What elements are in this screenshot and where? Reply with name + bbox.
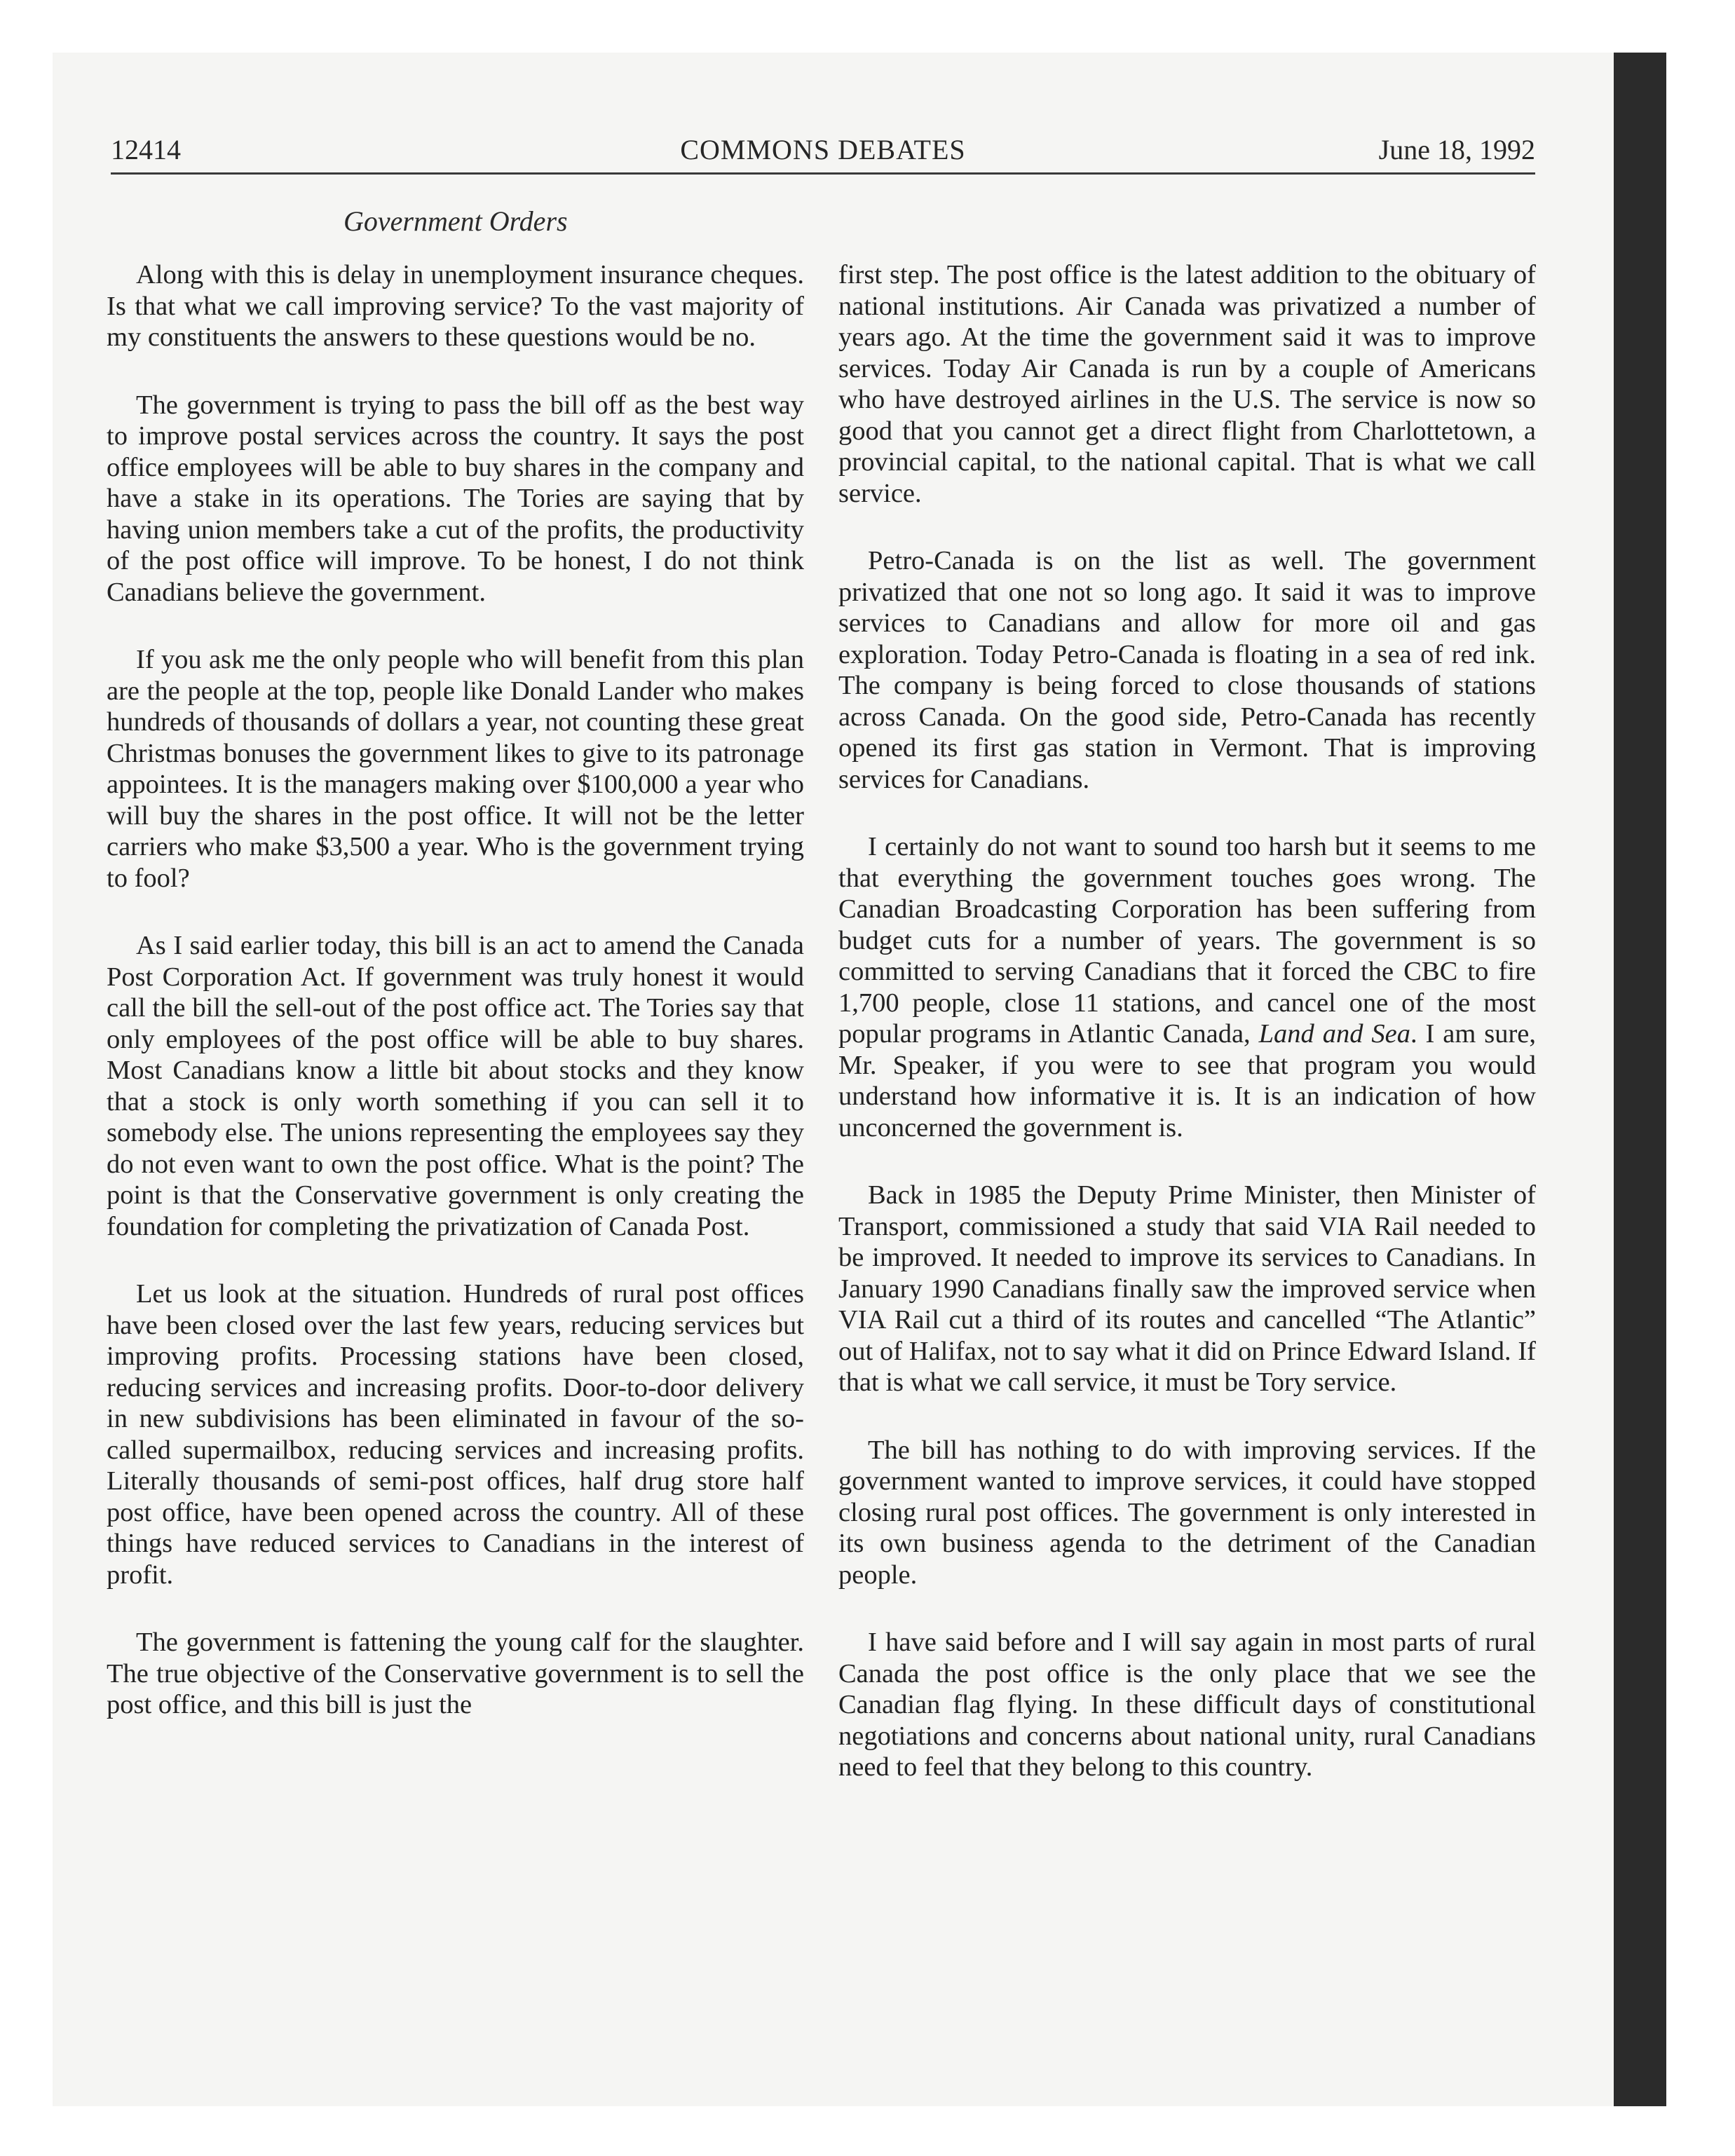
program-title: Land and Sea <box>1258 1019 1410 1049</box>
page-number: 12414 <box>111 134 181 165</box>
left-column <box>107 259 804 1757</box>
section-heading: Government Orders <box>343 205 568 237</box>
running-title: COMMONS DEBATES <box>680 134 966 165</box>
paragraph: The bill has nothing to do with improving services. If the government wanted to improve services, it could have stopped closing rural post offices. The government is only interested in its own business agenda to the detriment of the Canadian people. <box>838 1435 1536 1590</box>
scan-edge-bar <box>1614 53 1666 2106</box>
paragraph: The government is fattening the young calf for the slaughter. The true objective of the Conservative government is to sell the post office, and this bill is just the <box>107 1628 804 1719</box>
paragraph: The government is trying to pass the bill off as the best way to improve postal services across the country. It says the post office employees will be able to buy shares in the company and have a stake in its operations. The Tories are saying that by having union members take a cut of the profits, the productivity of the post office will improve. To be honest, I do not think Canadians believe the government. <box>107 390 804 607</box>
paragraph: Let us look at the situation. Hundreds of rural post offices have been closed over the last few years, reducing services but improving profits. Processing stations have been closed, reducing services and increasing profits. Door-to-door delivery in new subdivisions has been eliminated in favour of the so-called supermailbox, reducing services and increasing profits. Literally thousands of semi-post offices, half drug store half post office, have been opened across the country. All of these things have reduced services to Canadians in the interest of profit. <box>107 1279 804 1590</box>
paragraph: Back in 1985 the Deputy Prime Minister, then Minister of Transport, commissioned a study that said VIA Rail needed to be improved. It needed to improve its services to Canadians. In January 1990 Canadians finally saw the improved service when VIA Rail cut a third of its routes and cancelled “The Atlantic” out of Halifax, not to say what it did on Prince Edward Island. If that is what we call service, it must be Tory service. <box>838 1180 1536 1397</box>
paragraph-continued: first step. The post office is the latest addition to the obituary of national institutions. Air Canada was privatized a number of years ago. At the time the government said it was to improve services. Today Air Canada is run by a couple of Americans who have destroyed airlines in the U.S. The service is now so good that you cannot get a direct flight from Charlottetown, a provincial capital, to the national capital. That is what we call service. <box>838 260 1536 508</box>
paragraph: I have said before and I will say again in most parts of rural Canada the post office is the only place that we see the Canadian flag flying. In these difficult days of constitutional negotiations and concerns about national unity, rural Canadians need to feel that they belong to this country. <box>838 1628 1536 1782</box>
paragraph: Petro-Canada is on the list as well. The government privatized that one not so long ago. It said it was to improve services to Canadians and allow for more oil and gas exploration. Today Petro-Canada is floating in a sea of red ink. The company is being forced to close thousands of stations across Canada. On the good side, Petro-Canada has recently opened its first gas station in Vermont. That is improving services for Canadians. <box>838 546 1536 794</box>
paragraph-text: I certainly do not want to sound too harsh but it seems to me that everything the government touches goes wrong. The Canadian Broadcasting Corporation has been suffering from budget cuts for a number of years. The government is so committed to serving Canadians that it forced the CBC to fire 1,700 people, close 11 stations, and cancel one of the most popular programs in Atlantic Canada, <box>838 832 1536 1049</box>
paragraph-text: . I am sure, Mr. Speaker, if you were to see that program you would understand how informative it is. It is an indication of how unconcerned the government is. <box>838 1019 1537 1142</box>
page-date: June 18, 1992 <box>1378 134 1535 165</box>
paragraph: Along with this is delay in unemployment insurance cheques. Is that what we call improving service? To the vast majority of my constituents the answers to these questions would be no. <box>107 260 804 352</box>
paragraph <box>838 831 1536 1143</box>
right-column <box>838 259 1536 1820</box>
paragraph: If you ask me the only people who will benefit from this plan are the people at the top, people like Donald Lander who makes hundreds of thousands of dollars a year, not counting these great Christmas bonuses the government likes to give to its patronage appointees. It is the managers making over $100,000 a year who will buy the shares in the post office. It will not be the letter carriers who make $3,500 a year. Who is the government trying to fool? <box>107 645 804 893</box>
header-rule <box>111 172 1535 175</box>
paragraph: As I said earlier today, this bill is an act to amend the Canada Post Corporation Act. If government was truly honest it would call the bill the sell-out of the post office act. The Tories say that only employees of the post office will be able to buy shares. Most Canadians know a little bit about stocks and they know that a stock is only worth something if you can sell it to somebody else. The unions representing the employees say they do not even want to own the post office. What is the point? The point is that the Conservative government is only creating the foundation for completing the privatization of Canada Post. <box>107 931 804 1241</box>
page-header <box>111 133 1535 175</box>
